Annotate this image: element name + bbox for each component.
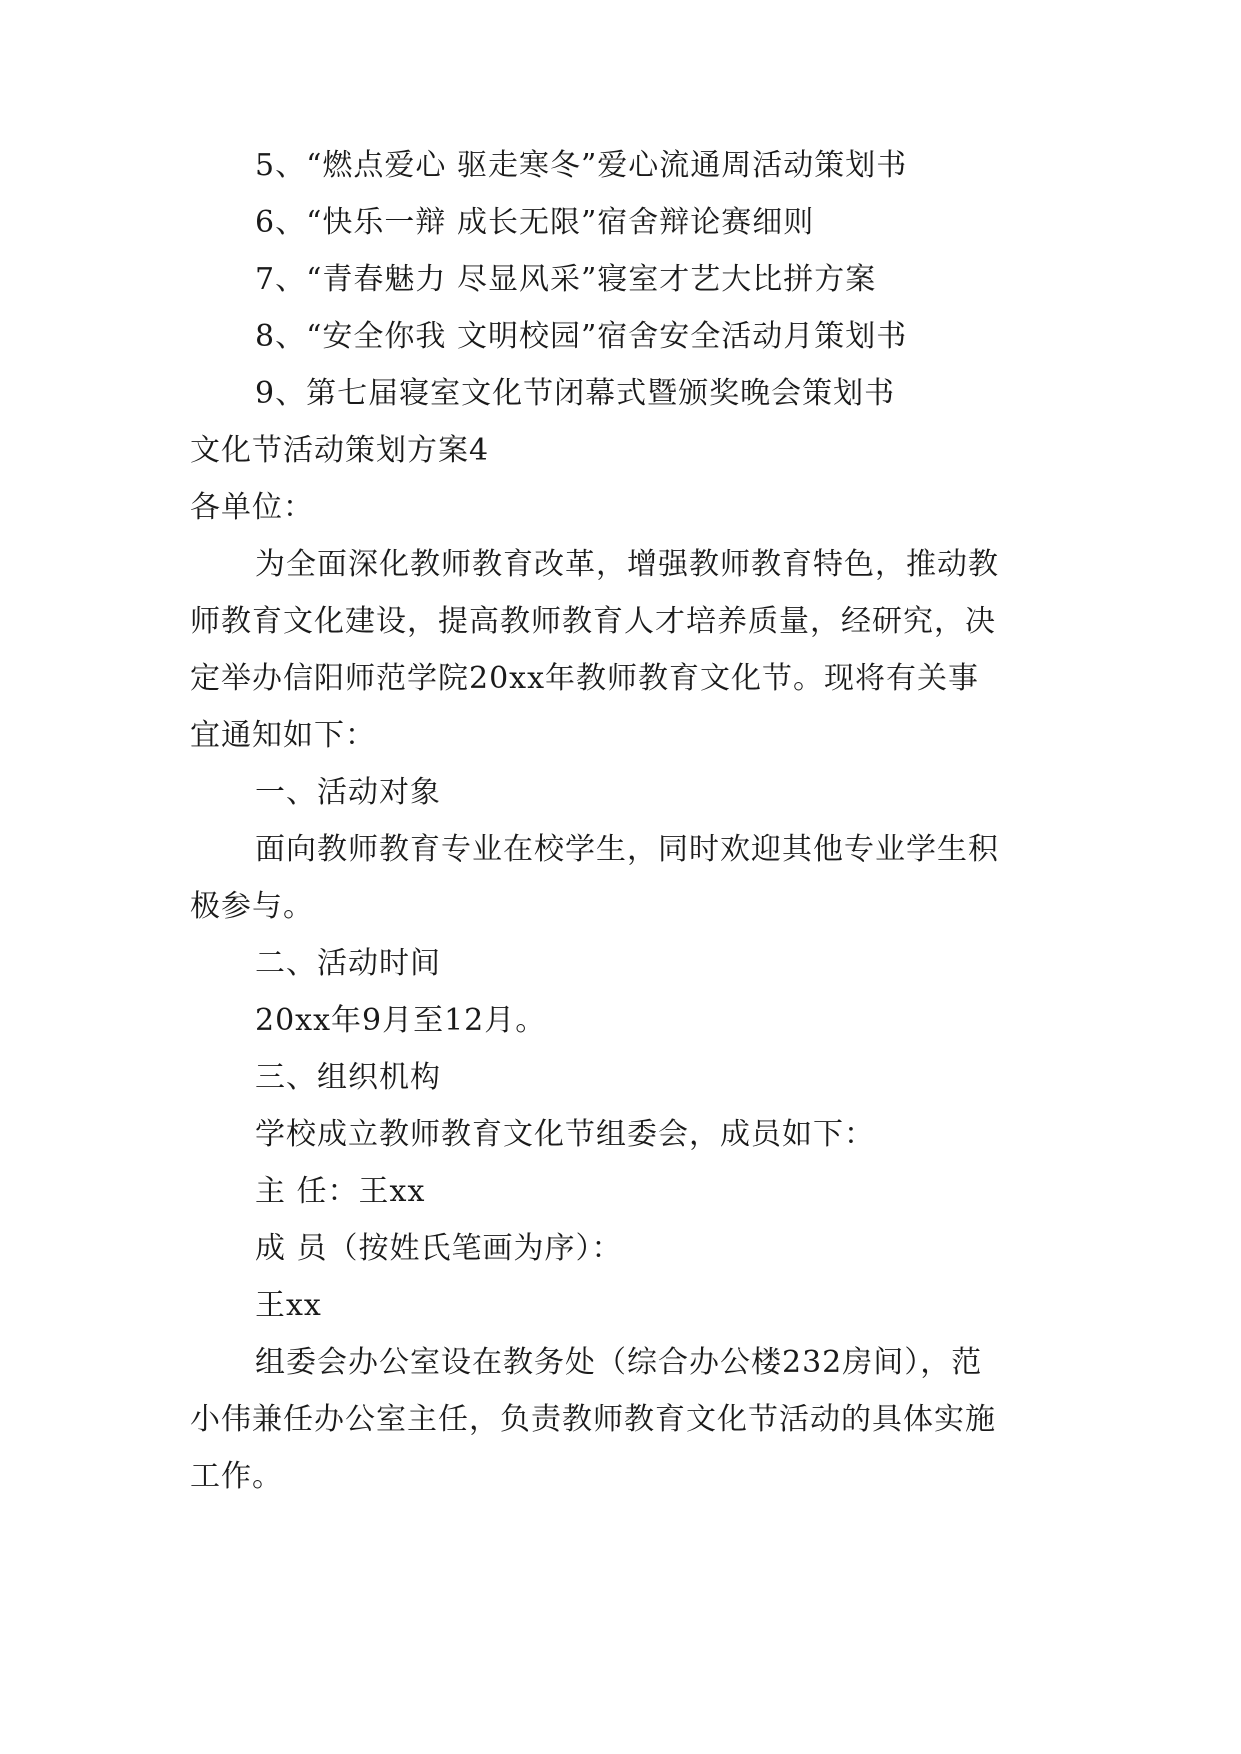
target-line: 面向教师教育专业在校学生，同时欢迎其他专业学生积 xyxy=(255,832,999,867)
list-item: 7、“青春魅力 尽显风采”寝室才艺大比拼方案 xyxy=(255,262,877,297)
heading-activity-time: 二、活动时间 xyxy=(255,946,441,981)
salutation: 各单位： xyxy=(190,490,314,525)
org-intro: 学校成立教师教育文化节组委会，成员如下： xyxy=(255,1117,875,1152)
list-item: 6、“快乐一辩 成长无限”宿舍辩论赛细则 xyxy=(255,205,815,240)
list-item: 9、第七届寝室文化节闭幕式暨颁奖晚会策划书 xyxy=(255,376,896,411)
intro-line: 为全面深化教师教育改革，增强教师教育特色，推动教 xyxy=(255,547,999,582)
intro-line: 定举办信阳师范学院20xx年教师教育文化节。现将有关事 xyxy=(190,661,980,696)
section-title: 文化节活动策划方案4 xyxy=(190,433,490,468)
office-line: 小伟兼任办公室主任，负责教师教育文化节活动的具体实施 xyxy=(190,1402,996,1437)
activity-time: 20xx年9月至12月。 xyxy=(255,1003,547,1038)
office-line: 组委会办公室设在教务处（综合办公楼232房间），范 xyxy=(255,1345,983,1380)
heading-organization: 三、组织机构 xyxy=(255,1060,441,1095)
list-item: 5、“燃点爱心 驱走寒冬”爱心流通周活动策划书 xyxy=(255,148,908,183)
office-line: 工作。 xyxy=(190,1459,283,1494)
director: 主 任：王xx xyxy=(255,1174,426,1209)
intro-line: 宜通知如下： xyxy=(190,718,376,753)
list-item: 8、“安全你我 文明校园”宿舍安全活动月策划书 xyxy=(255,319,908,354)
intro-line: 师教育文化建设，提高教师教育人才培养质量，经研究，决 xyxy=(190,604,996,639)
heading-activity-target: 一、活动对象 xyxy=(255,775,441,810)
member: 王xx xyxy=(255,1288,322,1323)
target-line: 极参与。 xyxy=(190,889,314,924)
members-label: 成 员（按姓氏笔画为序）： xyxy=(255,1231,623,1266)
